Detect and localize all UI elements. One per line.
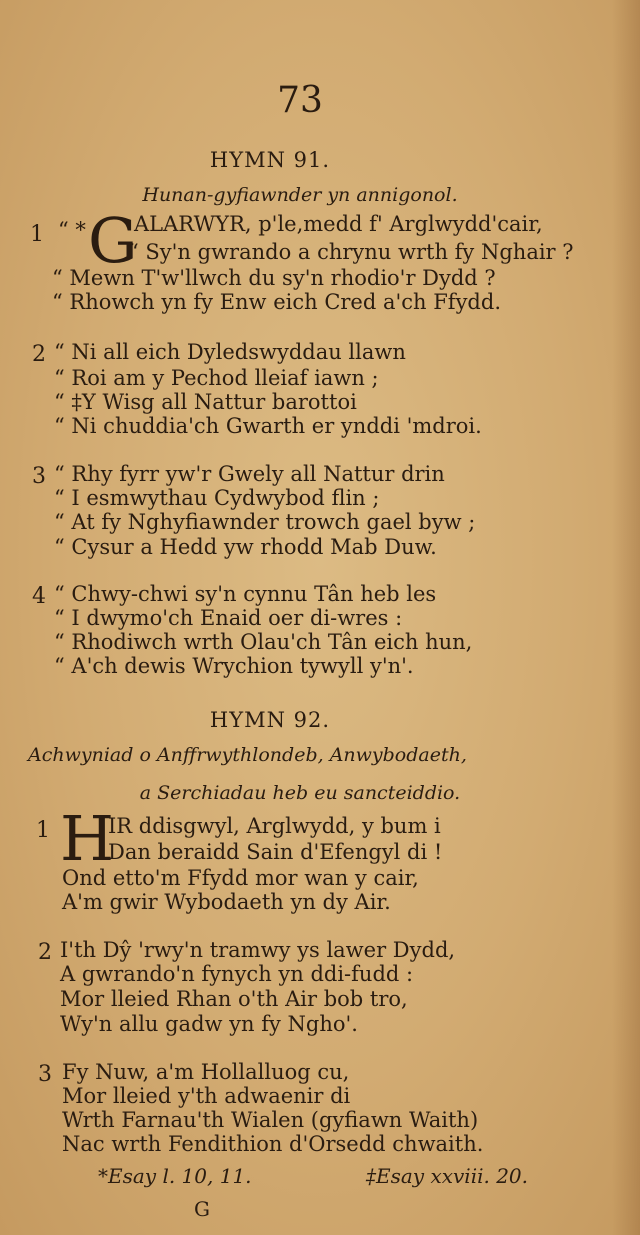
hymn-91-subtitle: Hunan-gyfiawnder yn annigonol. (142, 184, 458, 206)
verse-line: Mor lleied Rhan o'th Air bob tro, (60, 987, 408, 1011)
page-number: 73 (277, 80, 323, 121)
verse-number: 2 (32, 342, 46, 367)
verse-line: “ Rhodiwch wrth Olau'ch Tân eich hun, (54, 630, 473, 654)
verse-number: 2 (38, 940, 52, 965)
verse-line: I'th Dŷ 'rwy'n tramwy ys lawer Dydd, (60, 938, 456, 962)
signature-mark: G (194, 1197, 210, 1221)
verse-line: Wy'n allu gadw yn fy Ngho'. (60, 1012, 358, 1036)
verse-line: “ Rhowch yn fy Enw eich Cred a'ch Ffydd. (52, 290, 501, 314)
verse-line: Ond etto'm Ffydd mor wan y cair, (62, 866, 419, 890)
verse-line: “ Mewn T'w'llwch du sy'n rhodio'r Dydd ? (52, 266, 496, 290)
verse-line: “ Rhy fyrr yw'r Gwely all Nattur drin (54, 462, 445, 486)
hymn-92-title: HYMN 92. (209, 708, 331, 732)
verse-line: “ Cysur a Hedd yw rhodd Mab Duw. (54, 535, 437, 559)
verse-line: A gwrando'n fynych yn ddi-fudd : (60, 962, 414, 986)
verse-number: 3 (32, 464, 46, 489)
verse-line: Nac wrth Fendithion d'Orsedd chwaith. (62, 1132, 484, 1156)
verse-line: Wrth Farnau'th Wialen (gyfiawn Waith) (62, 1108, 479, 1132)
footnote-esay-xxviii: ‡Esay xxviii. 20. (366, 1164, 529, 1188)
verse-number: 1 (30, 222, 44, 247)
verse-line: Dan beraidd Sain d'Efengyl di ! (108, 840, 443, 864)
drop-cap: G (88, 204, 138, 277)
verse-line: “ At fy Nghyfiawnder trowch gael byw ; (54, 510, 476, 534)
verse-line: “ Ni chuddia'ch Gwarth er ynddi 'mdroi. (54, 414, 482, 438)
verse-line: “ I dwymo'ch Enaid oer di-wres : (54, 606, 403, 630)
verse-number: 1 (36, 818, 50, 843)
verse-line: “ Sy'n gwrando a chrynu wrth fy Nghair ? (128, 240, 574, 264)
verse-line: Mor lleied y'th adwaenir di (62, 1084, 351, 1108)
verse-line: IR ddisgwyl, Arglwydd, y bum i (108, 814, 441, 838)
hymn-91-title: HYMN 91. (209, 148, 331, 172)
verse-line: “ Chwy-chwi sy'n cynnu Tân heb les (54, 582, 437, 606)
footnote-esay-l: *Esay l. 10, 11. (98, 1164, 252, 1188)
verse-line: Fy Nuw, a'm Hollalluog cu, (62, 1060, 350, 1084)
verse-line: “ I esmwythau Cydwybod flin ; (54, 486, 380, 510)
verse-line: ALARWYR, p'le,medd f' Arglwydd'cair, (134, 212, 543, 236)
verse-number: 3 (38, 1062, 52, 1087)
opening-quote: “ * (58, 218, 86, 242)
verse-line: “ ‡Y Wisg all Nattur barottoi (54, 390, 357, 414)
verse-line: “ Roi am y Pechod lleiaf iawn ; (54, 366, 379, 390)
verse-line: “ A'ch dewis Wrychion tywyll y'n'. (54, 654, 414, 678)
verse-line: “ Ni all eich Dyledswyddau llawn (54, 340, 406, 364)
drop-cap: H (60, 802, 115, 875)
verse-line: A'm gwir Wybodaeth yn dy Air. (62, 890, 391, 914)
hymn-92-subtitle-line-1: Achwyniad o Anffrwythlondeb, Anwybodaeth, (28, 744, 467, 766)
verse-number: 4 (32, 584, 46, 609)
hymn-92-subtitle-line-2: a Serchiadau heb eu sancteiddio. (139, 782, 461, 804)
